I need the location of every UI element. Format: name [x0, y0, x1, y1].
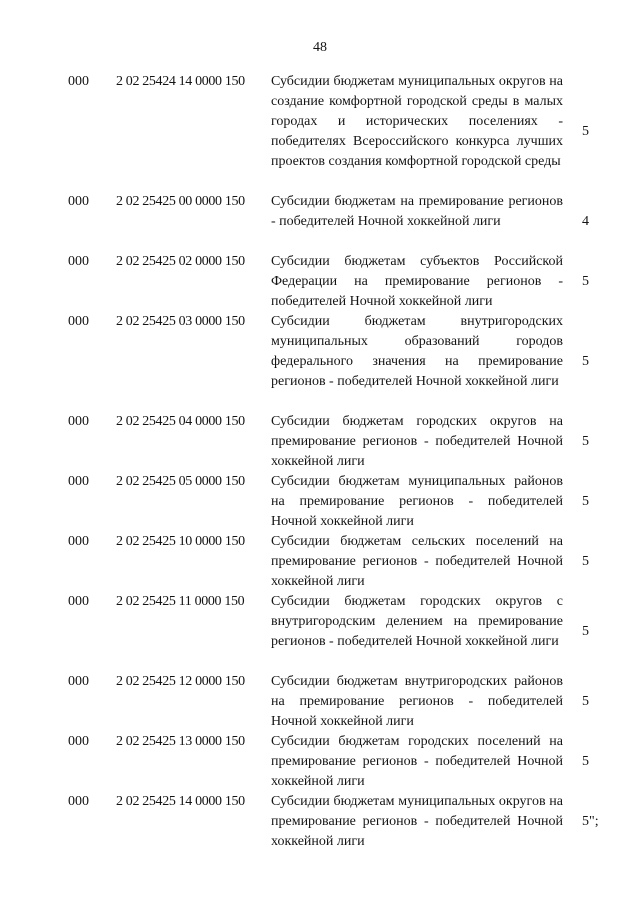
value: 5 — [582, 554, 589, 569]
kbk-code: 2 02 25425 11 0000 150 — [116, 594, 245, 609]
description: Субсидии бюджетам городских округов с внутригородским делением на премирование регионов - победителей Ночной хоккейной лиги — [271, 594, 563, 649]
admin-code: 000 — [68, 794, 89, 809]
kbk-code: 2 02 25424 14 0000 150 — [116, 74, 245, 89]
kbk-code: 2 02 25425 10 0000 150 — [116, 534, 245, 549]
description: Субсидии бюджетам муниципальных округов на создание комфортной городской среды в малых городах и исторических поселениях - победителях Всероссийского конкурса лучших проектов создания комфортной городской среды — [271, 74, 563, 169]
table-row — [0, 412, 640, 472]
admin-code: 000 — [68, 414, 89, 429]
table-row — [0, 792, 640, 852]
admin-code: 000 — [68, 194, 89, 209]
table-row — [0, 732, 640, 792]
table-row — [0, 72, 640, 192]
description: Субсидии бюджетам субъектов Российской Федерации на премирование регионов - победителей Ночной хоккейной лиги — [271, 254, 563, 309]
description: Субсидии бюджетам муниципальных районов на премирование регионов - победителей Ночной хоккейной лиги — [271, 474, 563, 529]
table-row — [0, 592, 640, 672]
kbk-code: 2 02 25425 00 0000 150 — [116, 194, 245, 209]
value: 5"; — [582, 814, 599, 829]
description: Субсидии бюджетам городских поселений на премирование регионов - победителей Ночной хоккейной лиги — [271, 734, 563, 789]
admin-code: 000 — [68, 74, 89, 89]
budget-classification-table — [0, 72, 640, 852]
kbk-code: 2 02 25425 04 0000 150 — [116, 414, 245, 429]
value: 5 — [582, 494, 589, 509]
description: Субсидии бюджетам сельских поселений на премирование регионов - победителей Ночной хоккейной лиги — [271, 534, 563, 589]
value: 5 — [582, 624, 589, 639]
table-row — [0, 672, 640, 732]
value: 5 — [582, 354, 589, 369]
kbk-code: 2 02 25425 03 0000 150 — [116, 314, 245, 329]
admin-code: 000 — [68, 734, 89, 749]
description: Субсидии бюджетам на премирование регионов - победителей Ночной хоккейной лиги — [271, 194, 563, 229]
table-row — [0, 532, 640, 592]
admin-code: 000 — [68, 254, 89, 269]
table-row — [0, 192, 640, 252]
table-row — [0, 312, 640, 412]
description: Субсидии бюджетам городских округов на премирование регионов - победителей Ночной хоккейной лиги — [271, 414, 563, 469]
value: 5 — [582, 434, 589, 449]
value: 4 — [582, 214, 589, 229]
page-number: 48 — [313, 40, 327, 55]
admin-code: 000 — [68, 474, 89, 489]
value: 5 — [582, 754, 589, 769]
admin-code: 000 — [68, 534, 89, 549]
table-row — [0, 472, 640, 532]
kbk-code: 2 02 25425 02 0000 150 — [116, 254, 245, 269]
kbk-code: 2 02 25425 14 0000 150 — [116, 794, 245, 809]
kbk-code: 2 02 25425 05 0000 150 — [116, 474, 245, 489]
value: 5 — [582, 124, 589, 139]
description: Субсидии бюджетам муниципальных округов на премирование регионов - победителей Ночной хоккейной лиги — [271, 794, 563, 849]
value: 5 — [582, 694, 589, 709]
kbk-code: 2 02 25425 12 0000 150 — [116, 674, 245, 689]
admin-code: 000 — [68, 674, 89, 689]
description: Субсидии бюджетам внутригородских районов на премирование регионов - победителей Ночной хоккейной лиги — [271, 674, 563, 729]
kbk-code: 2 02 25425 13 0000 150 — [116, 734, 245, 749]
value: 5 — [582, 274, 589, 289]
admin-code: 000 — [68, 594, 89, 609]
table-row — [0, 252, 640, 312]
admin-code: 000 — [68, 314, 89, 329]
description: Субсидии бюджетам внутригородских муниципальных образований городов федерального значения на премирование регионов - победителей Ночной хоккейной лиги — [271, 314, 563, 389]
